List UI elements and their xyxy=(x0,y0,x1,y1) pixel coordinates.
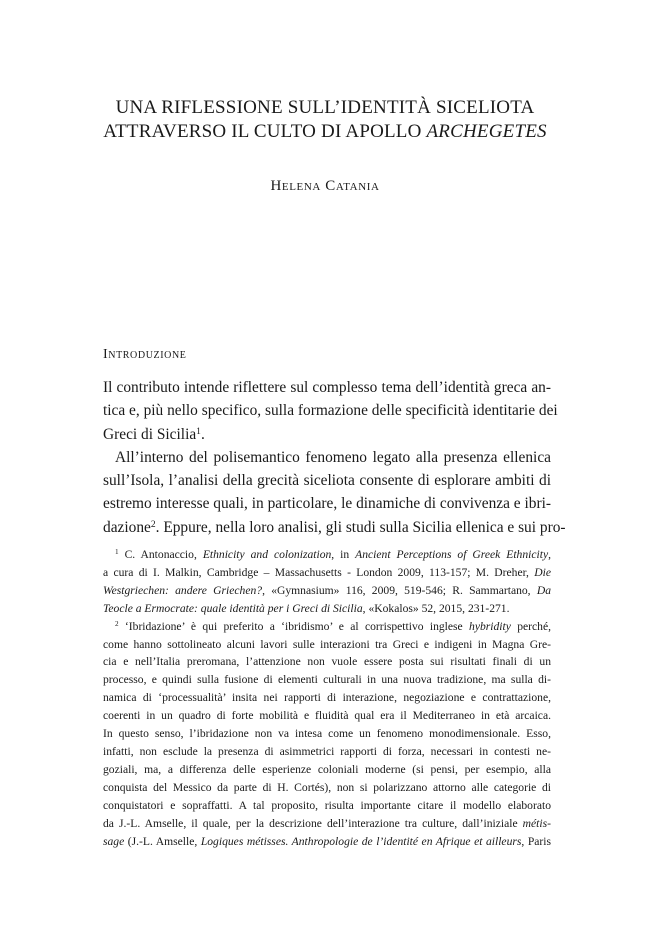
title-line-2-italic: ARCHEGETES xyxy=(426,121,547,142)
footnote-2-line-1 xyxy=(103,618,551,636)
fn1-seg-italic: Teocle a Ermocrate: quale identità per i Greci di Sicilia xyxy=(103,601,363,615)
body-line-7-start: dazione xyxy=(103,518,151,536)
footnote-2-line-8: infatti, non esclude la presenza di asimmetrici rapporti di forza, necessari in contesti ne- xyxy=(103,744,551,758)
body-line-5: sull’Isola, l’analisi della grecità siceliota consente di esplorare ambiti di xyxy=(103,472,551,490)
fn1-seg-italic: Ancient Perceptions of Greek Ethnicity xyxy=(355,548,549,561)
footnote-2-line-11: conquistatori e sopraffatti. A tal proposito, risulta importante citare il modello elaborato xyxy=(103,798,551,812)
body-line-3-end: . xyxy=(200,425,205,443)
body-line-7 xyxy=(103,516,566,539)
fn2-seg: ‘Ibridazione’ è qui preferito a ‘ibridismo’ e al corrispettivo inglese xyxy=(124,619,470,633)
fn2-seg: , Paris xyxy=(521,834,551,848)
body-line-1: Il contributo intende riflettere sul complesso tema dell’identità greca an- xyxy=(103,379,551,396)
fn1-seg: , «Gymnasium» 116, 2009, 519-546; R. Sammartano, xyxy=(262,583,537,597)
footnote-1-line-1 xyxy=(103,546,551,564)
body-line-7-rest: . Eppure, nella loro analisi, gli studi sulla Sicilia ellenica e sui pro- xyxy=(155,518,566,536)
footnote-2-marker: 2 xyxy=(115,619,119,628)
fn2-seg-italic: sage xyxy=(103,834,125,848)
footnote-2-line-6: coerenti in un quadro di forte mobilità e fluidità qual era il Mediterraneo in età arcaica. xyxy=(103,709,551,723)
footnote-1-marker: 1 xyxy=(115,548,119,557)
author-name: Helena Catania xyxy=(270,178,380,194)
fn1-seg-italic: Westgriechen: andere Griechen? xyxy=(103,583,263,597)
body-line-6: estremo interesse quali, in particolare, le dinamiche di convivenza e ibri- xyxy=(103,495,551,513)
body-line-3 xyxy=(103,423,551,446)
footnote-ref-1[interactable]: 1 xyxy=(196,425,201,437)
fn1-seg: C. Antonaccio, xyxy=(124,548,203,561)
footnote-2-line-3: cia e nell’Italia preromana, l’attenzione non vuole essere posta sui risultati finali di un xyxy=(103,655,551,669)
footnote-2-line-7: In questo senso, l’ibridazione non va intesa come un fenomeno monodimensionale. Esso, xyxy=(103,727,551,741)
fn2-seg-italic: Logiques métisses. Anthropologie de l’identité en Afrique et ailleurs xyxy=(200,834,522,848)
fn1-seg: a cura di I. Malkin, Cambridge – Massachusetts - London 2009, 113-157; M. Dreher, xyxy=(103,565,535,579)
footnotes xyxy=(103,546,551,850)
fn1-seg: , «Kokalos» 52, 2015, 231-271. xyxy=(362,601,510,615)
body-line-4: All’interno del polisemantico fenomeno legato alla presenza ellenica xyxy=(115,448,551,466)
footnote-1-line-3 xyxy=(103,582,551,600)
fn2-seg: perché, xyxy=(510,619,551,633)
fn2-seg-italic: métis- xyxy=(522,816,551,830)
title-line-1: UNA RIFLESSIONE SULL’IDENTITÀ SICELIOTA xyxy=(115,97,535,118)
title-line-2-prefix: ATTRAVERSO IL CULTO DI APOLLO xyxy=(103,121,427,142)
fn1-seg-italic: Da xyxy=(536,583,551,597)
fn1-seg-italic: Die xyxy=(534,565,551,579)
footnote-ref-2[interactable]: 2 xyxy=(150,518,156,530)
fn1-seg: , xyxy=(548,548,551,561)
footnote-1-line-2 xyxy=(103,564,551,582)
fn1-seg-italic: Ethnicity and colonization xyxy=(202,548,332,561)
fn2-seg: (J.-L. Amselle, xyxy=(124,834,201,848)
title-line-2 xyxy=(0,120,650,144)
article-title xyxy=(0,96,650,144)
fn2-seg: da J.-L. Amselle, il quale, per la descrizione dell’interazione tra culture, dall’iniziale xyxy=(103,816,523,830)
footnote-2-line-9: goziali, ma, a differenza delle esperienze coloniali moderne (si pensi, per esempio, alla xyxy=(103,762,551,776)
footnote-2-line-10: conquista del Messico da parte di H. Cortés), non si polarizzano attorno alle categorie di xyxy=(103,780,551,794)
section-heading: Introduzione xyxy=(103,347,187,362)
fn2-seg-italic: hybridity xyxy=(469,619,511,633)
body-text xyxy=(103,376,566,539)
body-line-3-text: Greci di Sicilia xyxy=(103,425,197,443)
footnote-1-line-4 xyxy=(103,600,551,618)
footnote-2-line-5: namica di ‘processualità’ insita nei rapporti di interazione, negoziazione e contrattazione, xyxy=(103,691,551,705)
fn1-seg: , in xyxy=(331,548,356,561)
footnote-2-line-13 xyxy=(103,833,551,851)
footnote-2-line-2: come hanno sottolineato alcuni lavori sulle interazioni tra Greci e indigeni in Magna Gre- xyxy=(103,637,551,651)
footnote-2-line-12 xyxy=(103,815,551,833)
body-line-2: tica e, più nello specifico, sulla formazione delle specificità identitarie dei xyxy=(103,402,558,420)
footnote-2-line-4: processo, e quindi sulla fusione di elementi culturali in una nuova tradizione, ma sulla di- xyxy=(103,673,551,687)
